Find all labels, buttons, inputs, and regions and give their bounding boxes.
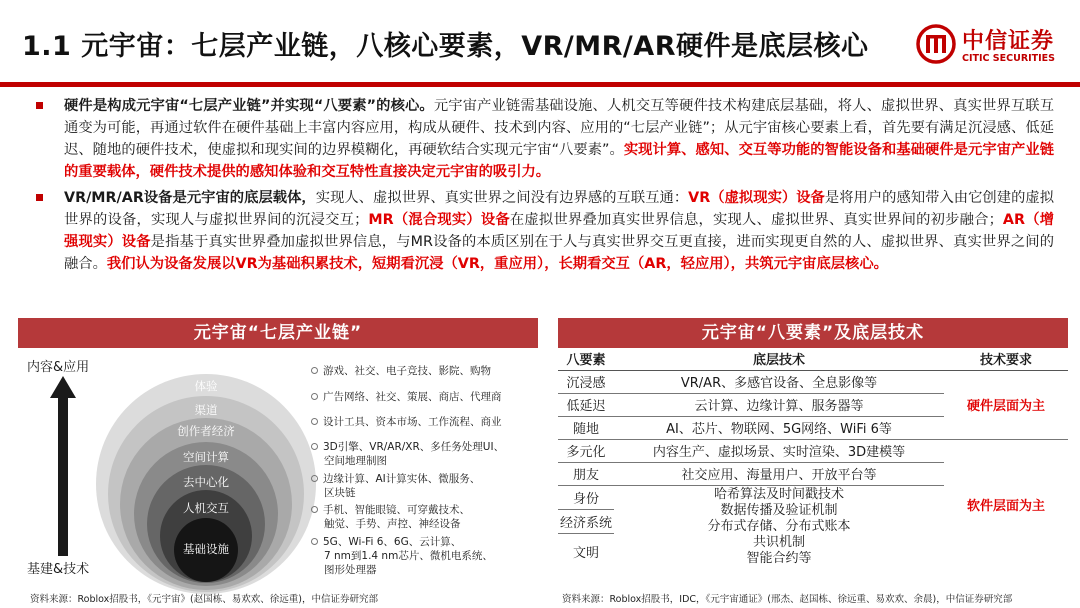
layer-desc-line: 广告网络、社交、策展、商店、代理商 (323, 391, 502, 403)
layer-desc-spatial (311, 440, 504, 468)
bullet-dot-icon (311, 506, 318, 513)
bullet-body: 元宇宙产业链需基础设施、人机交互等硬件技术构建底层基础，将人、虚拟世界、真实世界互联互通变为可能，再通过软件在硬件基础上丰富内容应用，构成从硬件、技术到内容、应用的“七层产业链”；从元宇宙核心要素上看，首先要有满足沉浸感、低延迟、随地的硬件技术，使虚拟和现实间的边界模糊化，再硬软结合实现元宇宙“八要素”。 (64, 98, 1054, 158)
bullet-dot-icon (311, 538, 318, 545)
mr-term: MR（混合现实）设备 (368, 212, 510, 228)
axis-label-top: 内容&应用 (27, 360, 90, 375)
element-cell: 多元化 (558, 439, 614, 462)
ring-label-infra: 基础设施 (183, 542, 229, 556)
bullet-body: 是指基于真实世界叠加虚拟世界信息，与MR设备的本质区别在于人与真实世界交互更直接，进而实现更自然的人、虚拟世界、真实世界之间的融合。 (64, 234, 1055, 272)
tech-cell: 社交应用、海量用户、开放平台等 (614, 462, 944, 485)
merged-tech-line: 哈希算法及时间戳技术 (713, 487, 844, 503)
element-cell: 沉浸感 (558, 370, 614, 393)
ring-label-experience: 体验 (194, 379, 218, 393)
bullet-body: 是将用户的感知带入由它创建的虚拟世界的设备，实现人与虚拟世界间的沉浸交互； (64, 190, 1055, 228)
bullet-dot-icon (311, 418, 318, 425)
tech-cell: 云计算、边缘计算、服务器等 (614, 393, 944, 416)
eight-elements-title: 元宇宙“八要素”及底层技术 (558, 318, 1068, 348)
layer-desc-line: 5G、Wi-Fi 6、6G、云计算、 (323, 536, 462, 548)
merged-tech-line: 共识机制 (752, 535, 805, 551)
layer-desc-experience (311, 364, 491, 378)
bullet-square-icon (36, 194, 43, 201)
bullet-hardware-core (34, 95, 1054, 183)
layer-desc-line: 空间地理制图 (324, 455, 387, 467)
layer-desc-line: 手机、智能眼镜、可穿戴技术、 (323, 504, 470, 516)
tech-cell: 内容生产、虚拟场景、实时渲染、3D建模等 (614, 439, 944, 462)
layer-desc-line: 边缘计算、AI计算实体、微服务、 (323, 473, 481, 485)
bullet-body: 在虚拟世界叠加真实世界信息，实现人、虚拟世界、真实世界间的初步融合； (509, 212, 1003, 228)
merged-tech-cell (614, 485, 944, 569)
layer-desc-line: 7 nm到1.4 nm芯片、微机电系统、 (324, 550, 493, 562)
element-cell: 身份 (558, 485, 614, 509)
bullet-lead: 硬件是构成元宇宙“七层产业链”并实现“八要素”的核心。 (64, 98, 434, 114)
title-rule (0, 82, 1080, 87)
ring-label-channel: 渠道 (194, 403, 218, 417)
vr-term: VR（虚拟现实）设备 (688, 190, 825, 206)
element-cell: 经济系统 (558, 509, 614, 533)
source-note-right: 资料来源：Roblox招股书，IDC，《元宇宙通证》(邢杰、赵国栋、徐远重、易欢欢、余晨)，中信证券研究部 (562, 594, 1013, 605)
bullet-vr-mr-ar (34, 187, 1054, 275)
layer-desc-line: 区块链 (324, 487, 356, 499)
title-bar (0, 0, 1080, 82)
logo-text-en: CITIC SECURITIES (962, 53, 1056, 64)
tech-cell: AI、芯片、物联网、5G网络、WiFi 6等 (614, 416, 944, 439)
req-hardware-cell: 硬件层面为主 (944, 370, 1068, 439)
layer-desc-line: 3D引擎、VR/AR/XR、多任务处理UI、 (323, 441, 505, 453)
source-note-left: 资料来源：Roblox招股书，《元宇宙》(赵国栋、易欢欢、徐远重)，中信证券研究部 (30, 594, 378, 605)
bullet-dot-icon (311, 475, 318, 482)
eight-elements-table (558, 348, 1068, 569)
citic-logo-icon (916, 24, 956, 64)
table-header-cell: 底层技术 (614, 348, 944, 370)
merged-tech-line: 数据传播及验证机制 (720, 503, 838, 519)
element-cell: 朋友 (558, 462, 614, 485)
seven-layer-title: 元宇宙“七层产业链” (18, 318, 538, 348)
element-cell: 随地 (558, 416, 614, 439)
layer-desc-line: 触觉、手势、声控、神经设备 (324, 518, 461, 530)
merged-tech-line: 分布式存储、分布式账本 (707, 519, 851, 535)
bullet-dot-icon (311, 393, 318, 400)
layer-desc-decentral (311, 472, 480, 500)
table-row (558, 439, 1068, 462)
bullet-list (34, 95, 1054, 275)
layer-desc-channel (311, 390, 502, 404)
seven-layer-panel (18, 318, 538, 606)
ar-term: AR（增强现实）设备 (64, 212, 1055, 250)
layer-desc-hci (311, 503, 470, 531)
ring-label-creator: 创作者经济 (177, 424, 235, 438)
element-cell: 低延迟 (558, 393, 614, 416)
bullet-dot-icon (311, 367, 318, 374)
table-header-cell: 技术要求 (944, 348, 1068, 370)
bullet-highlight: 实现计算、感知、交互等功能的智能设备和基础硬件是元宇宙产业链的重要载体，硬件技术提供的感知体验和交互特性直接决定元宇宙的吸引力。 (64, 142, 1055, 180)
eight-elements-panel (558, 318, 1068, 606)
table-header-cell: 八要素 (558, 348, 614, 370)
bullet-square-icon (36, 102, 43, 109)
table-header-row (558, 348, 1068, 370)
layer-desc-line: 游戏、社交、电子竞技、影院、购物 (323, 365, 491, 377)
element-cell: 文明 (572, 545, 599, 561)
bullet-lead: VR/MR/AR设备是元宇宙的底层载体， (64, 190, 316, 206)
bullet-highlight: 我们认为设备发展以VR为基础积累技术，短期看沉浸（VR，重应用），长期看交互（AR，轻应用），共筑元宇宙底层核心。 (106, 256, 888, 272)
layer-rings-diagram (86, 356, 326, 596)
layer-desc-line: 设计工具、资本市场、工作流程、商业 (323, 416, 502, 428)
bullet-body: 实现人、虚拟世界、真实世界之间没有边界感的互联互通： (315, 190, 689, 206)
layer-desc-creator (311, 415, 502, 429)
logo-text-cn: 中信证券 (962, 29, 1055, 54)
ring-label-hci: 人机交互 (183, 501, 229, 515)
layer-desc-infra (311, 535, 493, 577)
page-title: 1.1 元宇宙：七层产业链，八核心要素，VR/MR/AR硬件是底层核心 (22, 31, 869, 62)
slide-header (0, 0, 1080, 90)
up-arrow-icon (43, 376, 83, 556)
ring-label-spatial: 空间计算 (183, 450, 229, 464)
merged-tech-line: 智能合约等 (746, 551, 812, 567)
bullet-dot-icon (311, 443, 318, 450)
tech-cell: VR/AR、多感官设备、全息影像等 (614, 370, 944, 393)
table-row (558, 370, 1068, 393)
citic-logo (916, 22, 1066, 70)
axis-label-bottom: 基建&技术 (27, 562, 90, 577)
ring-label-decentral: 去中心化 (183, 475, 229, 489)
req-software-cell: 软件层面为主 (966, 498, 1045, 514)
layer-desc-line: 图形处理器 (324, 564, 377, 576)
